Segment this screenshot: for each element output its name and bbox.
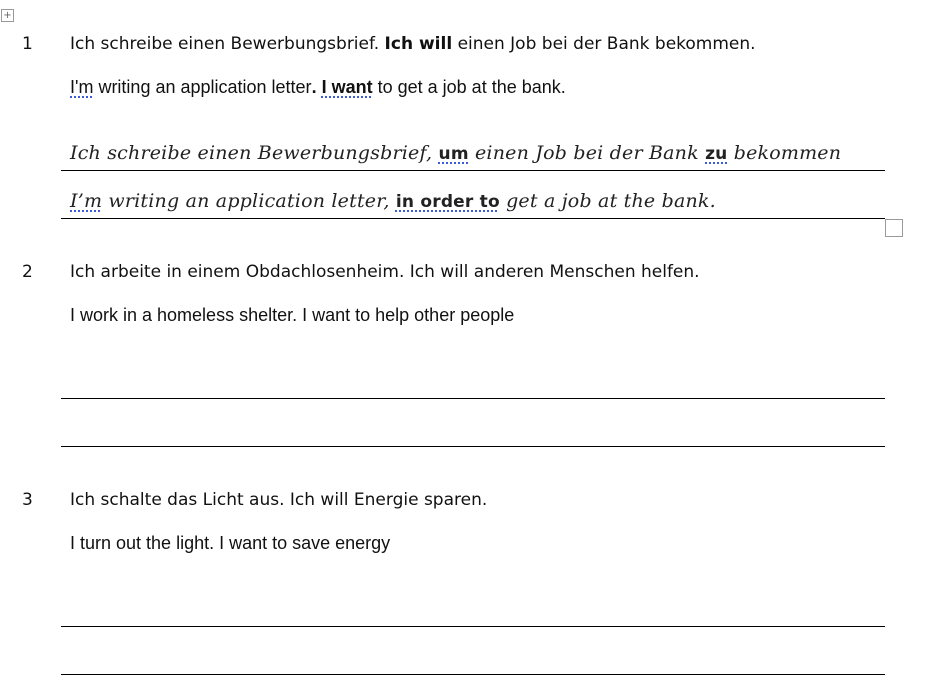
english-sentence-2: I work in a homeless shelter. I want to help other people	[70, 305, 515, 325]
german-sentence-3: Ich schalte das Licht aus. Ich will Energie sparen.	[70, 490, 488, 510]
answer-line-1a	[61, 170, 885, 171]
item-number-3: 3	[22, 490, 33, 510]
answer-line-3b[interactable]	[61, 674, 885, 675]
german-sentence-1: Ich schreibe einen Bewerbungsbrief. Ich will einen Job bei der Bank bekommen.	[70, 34, 756, 54]
table-resize-handle[interactable]	[885, 219, 903, 237]
english-sentence-3: I turn out the light. I want to save energy	[70, 533, 391, 553]
answer-german-1[interactable]: Ich schreibe einen Bewerbungsbrief, um einen Job bei der Bank zu bekommen	[70, 142, 842, 164]
german-sentence-2: Ich arbeite in einem Obdachlosenheim. Ich will anderen Menschen helfen.	[70, 262, 700, 282]
table-move-handle-icon[interactable]: +	[1, 9, 14, 22]
english-sentence-1: I'm writing an application letter. I want to get a job at the bank.	[70, 77, 566, 97]
item-number-1: 1	[22, 34, 33, 54]
answer-english-1[interactable]: I’m writing an application letter, in order to get a job at the bank.	[70, 190, 716, 212]
answer-line-2a[interactable]	[61, 398, 885, 399]
answer-line-2b[interactable]	[61, 446, 885, 447]
item-number-2: 2	[22, 262, 33, 282]
answer-line-3a[interactable]	[61, 626, 885, 627]
answer-line-1b	[61, 218, 885, 219]
